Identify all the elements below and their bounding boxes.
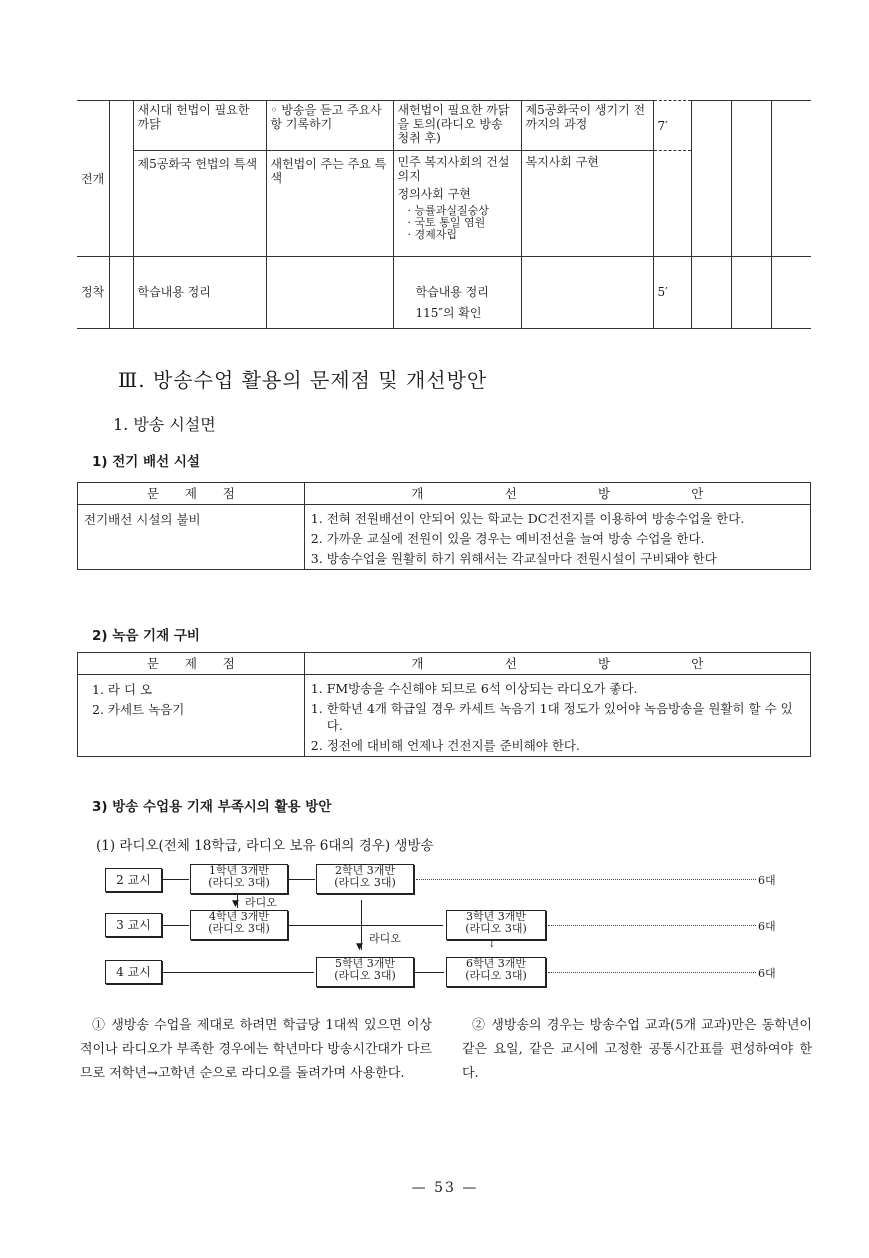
dotted-leader — [416, 879, 756, 880]
period-box: 4 교시 — [105, 960, 162, 984]
class-box: 2학년 3개반 (라디오 3대) — [316, 864, 414, 894]
recording-equipment-table — [77, 652, 811, 757]
stage-cell: 전개 — [77, 101, 109, 257]
arrow-down-icon: ▼ — [356, 942, 363, 952]
paragraph-right: ② 생방송의 경우는 방송수업 교과(5개 교과)만은 동학년이 같은 요일, 같은 교시에 고정한 공통시간표를 편성하여야 한다. — [462, 1018, 812, 1081]
table-header-row — [78, 653, 811, 675]
time-cell: 5′ — [653, 257, 691, 329]
table-row — [78, 675, 811, 757]
class-box: 5학년 3개반 (라디오 3대) — [316, 957, 414, 987]
period-box: 3 교시 — [105, 913, 162, 937]
section-title: Ⅲ. 방송수업 활용의 문제점 및 개선방안 — [118, 368, 488, 392]
page-number: — 53 — — [411, 1180, 479, 1196]
table-row — [77, 101, 811, 151]
class-box: 3학년 3개반 (라디오 3대) — [446, 910, 546, 940]
time-cell: 7′ — [653, 101, 691, 151]
table-row — [78, 505, 811, 570]
activity-cell: 새헌법이 필요한 까닭을 토의(라디오 방송 청취 후) — [393, 101, 521, 151]
table1-heading: 1) 전기 배선 시설 — [92, 454, 200, 470]
connector-line — [415, 972, 444, 973]
dotted-leader — [548, 972, 756, 973]
problem-cell: 전기배선 시설의 불비 — [78, 505, 305, 570]
connector-line — [289, 879, 315, 880]
activity-cell: 민주 복지사회의 건설의지 정의사회 구현 · 능률과실질숭상 · 국토 통일 염원 · 경제자립 — [393, 151, 521, 257]
electric-wiring-table — [77, 482, 811, 570]
solution-cell: 1. FM방송을 수신해야 되므로 6석 이상되는 라디오가 좋다. 1. 한학년 4개 학급일 경우 카세트 녹음기 1대 정도가 있어야 녹음방송을 원활히 할 수 있다. 2. 정전에 대비해 언제나 건전지를 준비해야 한다. — [304, 675, 810, 757]
table-header-row — [78, 483, 811, 505]
arrow-down-icon: ▼ — [232, 899, 239, 909]
class-box: 1학년 3개반 (라디오 3대) — [190, 864, 288, 894]
table2-heading: 2) 녹음 기재 구비 — [92, 628, 200, 644]
activity-cell: 학습내용 정리 115″의 확인 — [393, 257, 521, 329]
radio-count: 6대 — [758, 920, 776, 933]
heading-3-1: (1) 라디오(전체 18학급, 라디오 보유 6대의 경우) 생방송 — [96, 838, 434, 854]
problem-cell: 1. 라 디 오 2. 카세트 녹음기 — [78, 675, 305, 757]
table-row — [77, 257, 811, 329]
period-box: 2 교시 — [105, 868, 162, 892]
class-box: 4학년 3개반 (라디오 3대) — [190, 910, 288, 940]
connector-line — [163, 972, 314, 973]
connector-line — [163, 925, 189, 926]
connector-line — [289, 925, 443, 926]
activity-cell: ◦ 방송을 듣고 주요사항 기록하기 — [266, 101, 393, 151]
content-cell: 제5공화국이 생기기 전까지의 과정 — [521, 101, 653, 151]
col-header-problem: 문 제 점 — [78, 653, 305, 675]
lesson-plan-table — [77, 100, 811, 329]
content-cell: 학습내용 정리 — [133, 257, 266, 329]
subsection-title: 1. 방송 시설면 — [113, 415, 216, 434]
class-box: 6학년 3개반 (라디오 3대) — [446, 957, 546, 987]
col-header-problem: 문 제 점 — [78, 483, 305, 505]
radio-count: 6대 — [758, 967, 776, 980]
content-cell: 새시대 헌법이 필요한 까닭 — [133, 101, 266, 151]
solution-cell: 1. 전혀 전원배선이 안되어 있는 학교는 DC건전지를 이용하여 방송수업을 한다. 2. 가까운 교실에 전원이 있을 경우는 예비전선을 늘여 방송 수업을 한다. 3. 방송수업을 원활히 하기 위해서는 각교실마다 전원시설이 구비돼야 한다 — [304, 505, 810, 570]
arrow-label: 라디오 — [245, 896, 277, 909]
arrow-label: 라디오 — [369, 932, 401, 945]
activity-cell: 새헌법이 주는 주요 특색 — [266, 151, 393, 257]
col-header-solution: 개 선 방 안 — [304, 483, 810, 505]
content-cell: 제5공화국 헌법의 특색 — [133, 151, 266, 257]
connector-line — [163, 879, 189, 880]
col-header-solution: 개 선 방 안 — [304, 653, 810, 675]
stage-cell: 정착 — [77, 257, 109, 329]
radio-count: 6대 — [758, 874, 776, 887]
heading-3: 3) 방송 수업용 기재 부족시의 활용 방안 — [92, 799, 332, 815]
content-cell: 복지사회 구현 — [521, 151, 653, 257]
dotted-leader — [548, 925, 756, 926]
arrow-down-icon: ↓ — [488, 940, 496, 950]
paragraph-left: ① 생방송 수업을 제대로 하려면 학급당 1대씩 있으면 이상적이나 라디오가 부족한 경우에는 학년마다 방송시간대가 다르므로 저학년→고학년 순으로 라디오를 돌려가며 사용한다. — [80, 1018, 432, 1081]
